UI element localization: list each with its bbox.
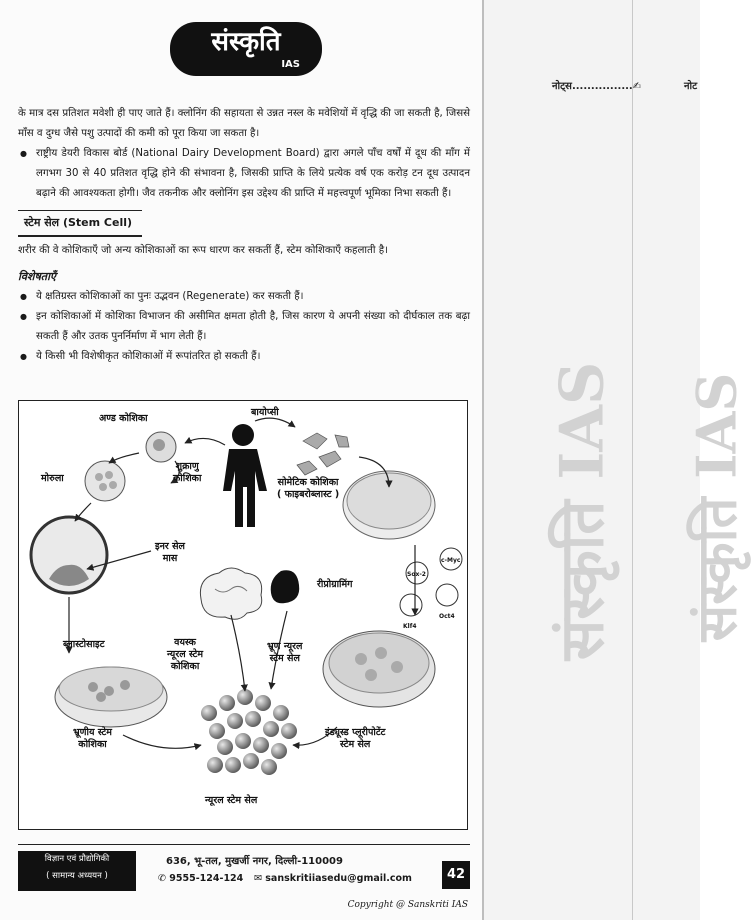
email-contact: [254, 873, 412, 884]
neural-stem-cell-label: न्यूरल स्टेम सेल: [205, 795, 258, 806]
body-text: [18, 104, 470, 367]
phone-number: 9555-124-124: [169, 873, 244, 884]
biopsy-label: बायोप्सी: [251, 407, 279, 418]
feature-item: ● इन कोशिकाओं में कोशिका विभाजन की असीमित क्षमता होती है, जिस कारण ये अपनी संख्या को दीर्घकाल तक बढ़ा सकती हैं और उतक पुनर्निर्माण में भाग लेती हैं।: [18, 307, 470, 347]
blastocyst-label: ब्लास्टोसाइट: [63, 639, 105, 650]
morula: [85, 461, 125, 501]
phone-contact: [158, 873, 243, 884]
fetal-neural-label: भ्रूण न्यूरल स्टेम सेल: [267, 641, 303, 664]
factor-klf4: Klf4: [403, 623, 417, 630]
watermark: संस्कृति IAS: [547, 361, 618, 661]
logo-sub-text: IAS: [281, 59, 300, 70]
diagram-graphics: [19, 401, 467, 829]
ipsc-label: इंड्यूस्ड प्लूरीपोटेंट स्टेम सेल: [325, 727, 386, 750]
feature-item: ● ये क्षतिग्रस्त कोशिकाओं का पुनः उद्भवन (Regenerate) कर सकती हैं।: [18, 287, 470, 307]
reprogramming-label: रीप्रोग्रामिंग: [317, 579, 353, 590]
inner-cell-mass-label: इनर सेल मास: [155, 541, 185, 564]
page-number: 42: [442, 861, 470, 889]
fetus-illustration: [271, 570, 300, 603]
logo-text: संस्कृति: [211, 27, 281, 57]
address: 636, भू-तल, मुखर्जी नगर, दिल्ली-110009: [166, 856, 343, 867]
subject-box: [18, 851, 136, 891]
feature-item: ● ये किसी भी विशेषीकृत कोशिकाओं में रूपांतरित हो सकती हैं।: [18, 347, 470, 367]
embryonic-stem-cell-label: भ्रूणीय स्टेम कोशिका: [73, 727, 112, 750]
blastocyst: [31, 517, 107, 593]
adult-neural-label: वयस्क न्यूरल स्टेम कोशिका: [167, 637, 204, 672]
culture-dish-left: [55, 667, 167, 727]
human-figure: [223, 424, 267, 527]
paragraph: के मात्र दस प्रतिशत मवेशी ही पाए जाते हैं। क्लोनिंग की सहायता से उन्नत नस्ल के मवेशियों में वृद्धि की जा सकती है, जिससे माँस व दुग्ध जैसे पशु उत्पादों की कमी को पूरा किया जा सकता है।: [18, 108, 470, 139]
egg-cell-label: अण्ड कोशिका: [99, 413, 148, 424]
culture-dish-right: [323, 631, 435, 707]
somatic-cell-label: सोमेटिक कोशिका ( फाइबरोब्लास्ट ): [277, 477, 340, 500]
notes-label-2: नोट: [684, 81, 698, 92]
section-heading: स्टेम सेल (Stem Cell): [18, 210, 142, 237]
factor-oct4: Oct4: [439, 613, 455, 620]
morula-label: मोरुला: [41, 473, 64, 484]
factor-cmyc: c-Myc: [441, 557, 461, 564]
bullet-item: ● राष्ट्रीय डेयरी विकास बोर्ड (National Dairy Development Board) द्वारा अगले पाँच वर्षों में दूध की माँग में लगभग 30 से 40 प्रतिशत वृद्धि होने की संभावना है, जिसकी प्राप्ति के लिये प्रत्येक वर्ष एक करोड़ टन दूध उत्पादन बढ़ाने की आवश्यकता होगी। जैव तकनीक और क्लोनिंग इस उद्देश्य की प्राप्ति में महत्त्वपूर्ण भूमिका निभा सकती हैं।: [18, 144, 470, 204]
stem-cell-diagram: [18, 400, 468, 830]
subject-subtitle: ( सामान्य अध्ययन ): [46, 871, 108, 881]
phone-icon: ✆: [158, 873, 166, 884]
email-address: sanskritiiasedu@gmail.com: [265, 873, 412, 884]
mail-icon: ✉: [254, 873, 262, 884]
egg-cell: [146, 432, 176, 462]
subject-title: विज्ञान एवं प्रौद्योगिकी: [44, 854, 110, 864]
copyright: Copyright @ Sanskriti IAS: [347, 900, 468, 910]
neural-stem-cell-cluster: [201, 689, 297, 775]
notes-label: नोट्स................✍: [552, 81, 642, 92]
brain-illustration: [200, 568, 261, 619]
page-divider: [632, 0, 633, 920]
sanskriti-logo: [170, 22, 322, 76]
watermark-2: संस्कृति IAS: [684, 372, 749, 642]
subheading: विशेषताएँ: [18, 270, 57, 283]
page-footer: [18, 844, 470, 895]
definition: शरीर की वे कोशिकाएँ जो अन्य कोशिकाओं का रूप धारण कर सकतीं हैं, स्टेम कोशिकाएँ कहलाती है।: [18, 245, 388, 256]
sperm-cell-label: शुक्राणु कोशिका: [173, 461, 202, 484]
factor-sox2: Sox-2: [407, 571, 426, 578]
page-edge: [482, 0, 484, 920]
fibroblast-cells: [297, 433, 349, 475]
